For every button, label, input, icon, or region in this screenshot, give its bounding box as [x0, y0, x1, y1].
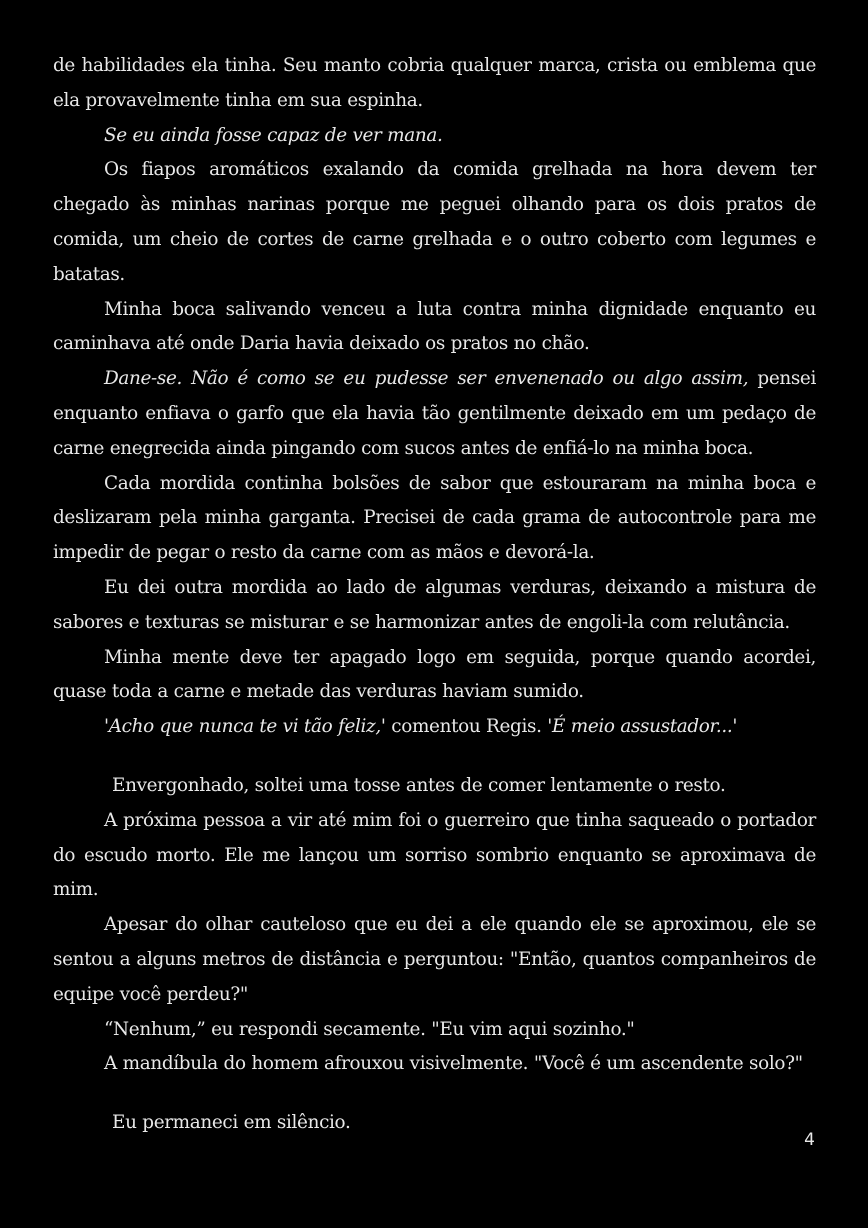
paragraph-4 [53, 293, 816, 363]
text-segment: comentou Regis. [385, 716, 548, 738]
paragraph-7 [53, 571, 816, 641]
text-segment: Cada mordida continha bolsões de sabor que estouraram na minha boca e deslizaram pela minha garganta. Precisei de cada grama de autocontrole para me impedir de pegar o resto da carne com as mãos e devorá-la. [53, 472, 816, 564]
text-segment: Os fiapos aromáticos exalando da comida grelhada na hora devem ter chegado às minhas narinas porque me peguei olhando para os dois pratos de comida, um cheio de cortes de carne grelhada e o outro coberto com legumes e batatas. [53, 159, 816, 285]
italic-dialogue: 'Acho que nunca te vi tão feliz,' [104, 716, 386, 738]
text-segment: Apesar do olhar cauteloso que eu dei a ele quando ele se aproximou, ele se sentou a alguns metros de distância e perguntou: "Então, quantos companheiros de equipe você perdeu?" [53, 914, 816, 1005]
text-segment: de habilidades ela tinha. Seu manto cobria qualquer marca, crista ou emblema que ela provavelmente tinha em sua espinha. [53, 55, 816, 111]
paragraph-5 [53, 362, 816, 466]
paragraph-1 [53, 49, 816, 119]
paragraph-10 [53, 769, 816, 804]
text-segment: pensei enquanto enfiava o garfo que ela havia tão gentilmente deixado em um pedaço de carne enegrecida ainda pingando com sucos antes de enfiá-lo na minha boca. [53, 368, 816, 459]
document-page [53, 49, 816, 1141]
paragraph-9 [53, 710, 816, 745]
text-segment: A próxima pessoa a vir até mim foi o guerreiro que tinha saqueado o portador do escudo morto. Ele me lançou um sorriso sombrio enquanto se aproximava de mim. [53, 809, 816, 901]
paragraph-3 [53, 153, 816, 292]
paragraph-11 [53, 804, 816, 908]
text-segment: Eu permaneci em silêncio. [112, 1112, 351, 1134]
paragraph-8 [53, 641, 816, 711]
paragraph-14 [53, 1047, 816, 1082]
italic-thought: Dane-se. Não é como se eu pudesse ser envenenado ou algo assim, [104, 368, 749, 390]
page-number: 4 [804, 1130, 815, 1150]
italic-thought: Se eu ainda fosse capaz de ver mana. [104, 124, 443, 146]
paragraph-15 [53, 1106, 816, 1141]
text-segment: Minha mente deve ter apagado logo em seguida, porque quando acordei, quase toda a carne e metade das verduras haviam sumido. [53, 646, 816, 703]
text-segment: Envergonhado, soltei uma tosse antes de comer lentamente o resto. [112, 774, 726, 796]
paragraph-13 [53, 1013, 816, 1048]
text-segment: A mandíbula do homem afrouxou visivelmente. "Você é um ascendente solo?" [104, 1053, 803, 1075]
italic-dialogue: 'É meio assustador...' [547, 716, 738, 738]
paragraph-6 [53, 467, 816, 571]
text-segment: Eu dei outra mordida ao lado de algumas verduras, deixando a mistura de sabores e texturas se misturar e se harmonizar antes de engoli-la com relutância. [53, 576, 816, 633]
text-segment: “Nenhum,” eu respondi secamente. "Eu vim aqui sozinho." [104, 1018, 635, 1040]
text-segment: Minha boca salivando venceu a luta contra minha dignidade enquanto eu caminhava até onde Daria havia deixado os pratos no chão. [53, 298, 816, 355]
paragraph-12 [53, 908, 816, 1012]
paragraph-2 [53, 119, 816, 154]
